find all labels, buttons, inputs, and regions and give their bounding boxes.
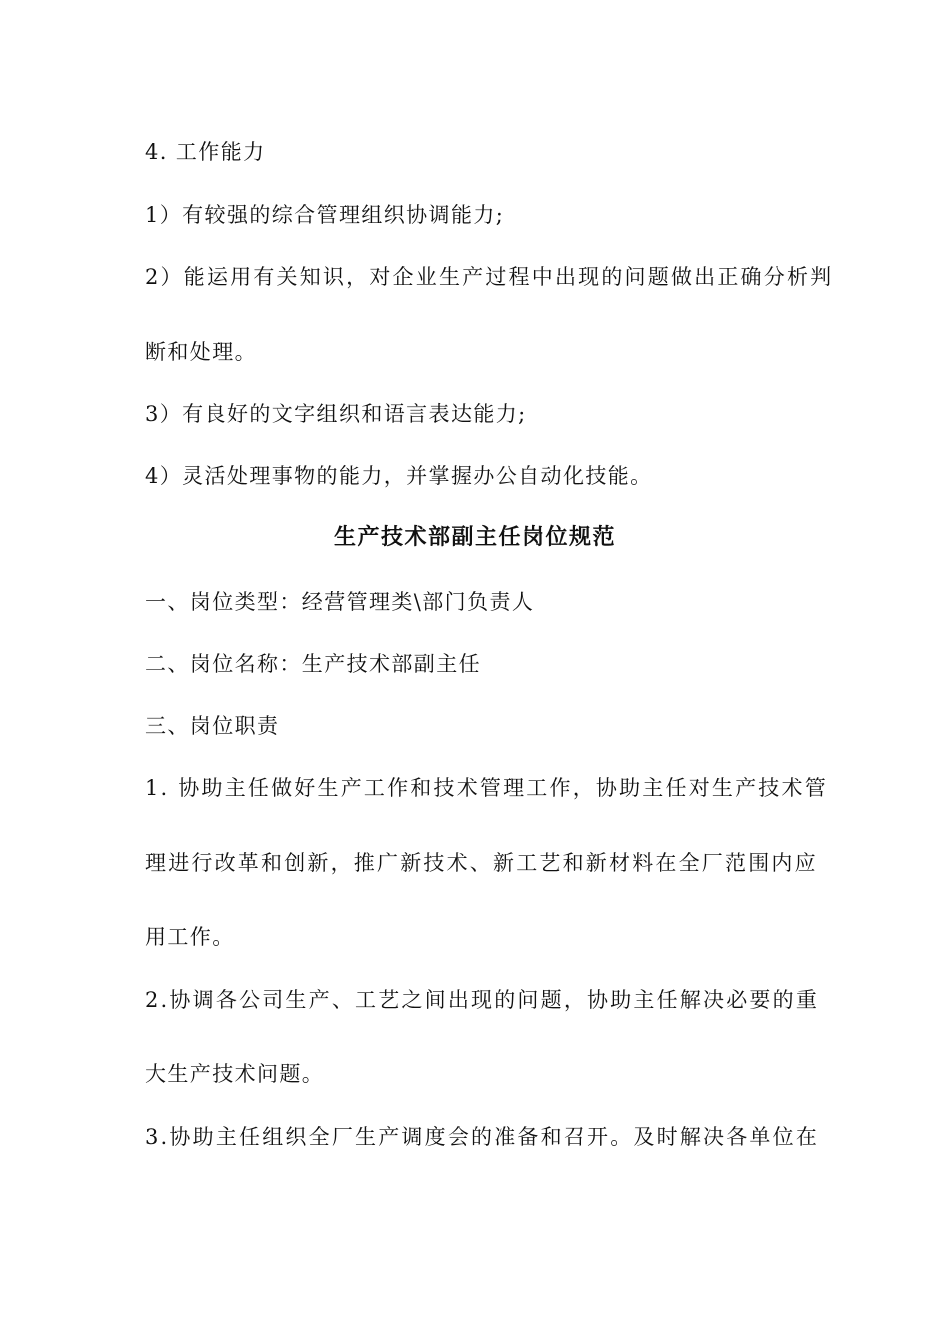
duty-3-line-1: 3.协助主任组织全厂生产调度会的准备和召开。及时解决各单位在 [145, 1125, 820, 1149]
work-ability-heading: 4. 工作能力 [145, 140, 266, 164]
ability-item-1: 1）有较强的综合管理组织协调能力; [145, 203, 505, 227]
duties-heading: 三、岗位职责 [145, 714, 280, 738]
ability-item-3: 3）有良好的文字组织和语言表达能力; [145, 402, 527, 426]
position-type: 一、岗位类型：经营管理类\部门负责人 [145, 590, 535, 614]
ability-item-2-line-1: 2）能运用有关知识，对企业生产过程中出现的问题做出正确分析判 [145, 265, 834, 289]
ability-item-4: 4）灵活处理事物的能力，并掌握办公自动化技能。 [145, 464, 653, 488]
position-name: 二、岗位名称：生产技术部副主任 [145, 652, 481, 676]
duty-2-line-1: 2.协调各公司生产、工艺之间出现的问题，协助主任解决必要的重 [145, 988, 820, 1012]
document-title: 生产技术部副主任岗位规范 [333, 525, 616, 550]
duty-2-line-2: 大生产技术问题。 [145, 1062, 325, 1086]
duty-1-line-3: 用工作。 [145, 925, 235, 949]
duty-1-line-1: 1. 协助主任做好生产工作和技术管理工作，协助主任对生产技术管 [145, 776, 828, 800]
duty-1-line-2: 理进行改革和创新，推广新技术、新工艺和新材料在全厂范围内应 [145, 851, 818, 875]
ability-item-2-line-2: 断和处理。 [145, 340, 257, 364]
